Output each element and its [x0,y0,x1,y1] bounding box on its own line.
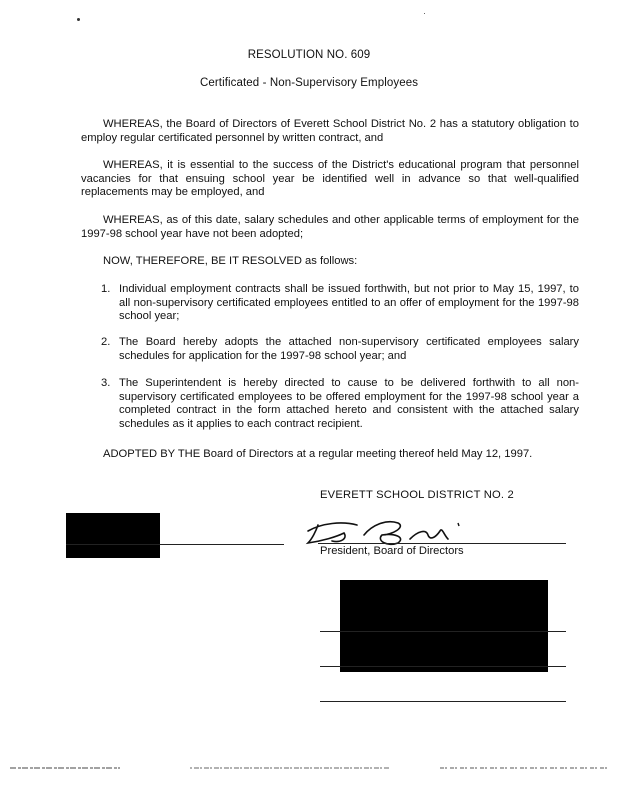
resolution-title: RESOLUTION NO. 609 [247,49,371,61]
resolved-clause: NOW, THEREFORE, BE IT RESOLVED as follows: [103,255,358,267]
redaction-box [340,580,548,672]
adopted-statement: ADOPTED BY THE Board of Directors at a regular meeting thereof held May 12, 1997. [103,448,533,460]
signature-line-left [66,544,284,545]
resolution-item-1 [101,283,579,324]
item-number: 2. [101,336,111,348]
president-signature [302,513,492,547]
resolution-item-3 [101,377,579,432]
item-number: 1. [101,283,111,295]
signature-line-lower-3 [320,701,566,702]
signature-line-lower-2 [320,666,566,667]
item-number: 3. [101,377,111,389]
item-text: The Board hereby adopts the attached non-supervisory certificated employees salary schedules for application for the 1997-98 school year; and [119,336,579,362]
scan-footer-noise [10,765,608,771]
whereas-paragraph-3: WHEREAS, as of this date, salary schedules and other applicable terms of employment for the 1997-98 school year have not been adopted; [81,214,579,240]
signature-line-president [318,543,566,544]
whereas-paragraph-1: WHEREAS, the Board of Directors of Everett School District No. 2 has a statutory obligation to employ regular certificated personnel by written contract, and [81,118,579,144]
item-text: The Superintendent is hereby directed to cause to be delivered forthwith to all non-supervisory certificated employees to be offered employment for the 1997-98 school year a completed contract in the form attached hereto and consistent with the attached salary schedules as it applies to each contract recipient. [119,377,579,431]
scan-speck [77,18,80,21]
resolution-subtitle: Certificated - Non-Supervisory Employees [199,77,419,89]
scan-speck [424,13,425,14]
redaction-box [66,513,160,558]
whereas-paragraph-2: WHEREAS, it is essential to the success of the District's educational program that personnel vacancies for that ensuing school year be identified well in advance so that well-qualified replacements may be employed, and [81,159,579,198]
district-name: EVERETT SCHOOL DISTRICT NO. 2 [320,489,514,501]
resolution-item-2 [101,336,579,363]
signature-line-lower-1 [320,631,566,632]
president-label: President, Board of Directors [320,545,464,557]
item-text: Individual employment contracts shall be issued forthwith, but not prior to May 15, 1997, to all non-supervisory certificated employees entitled to an offer of employment for the 1997-98 school year; [119,283,579,323]
